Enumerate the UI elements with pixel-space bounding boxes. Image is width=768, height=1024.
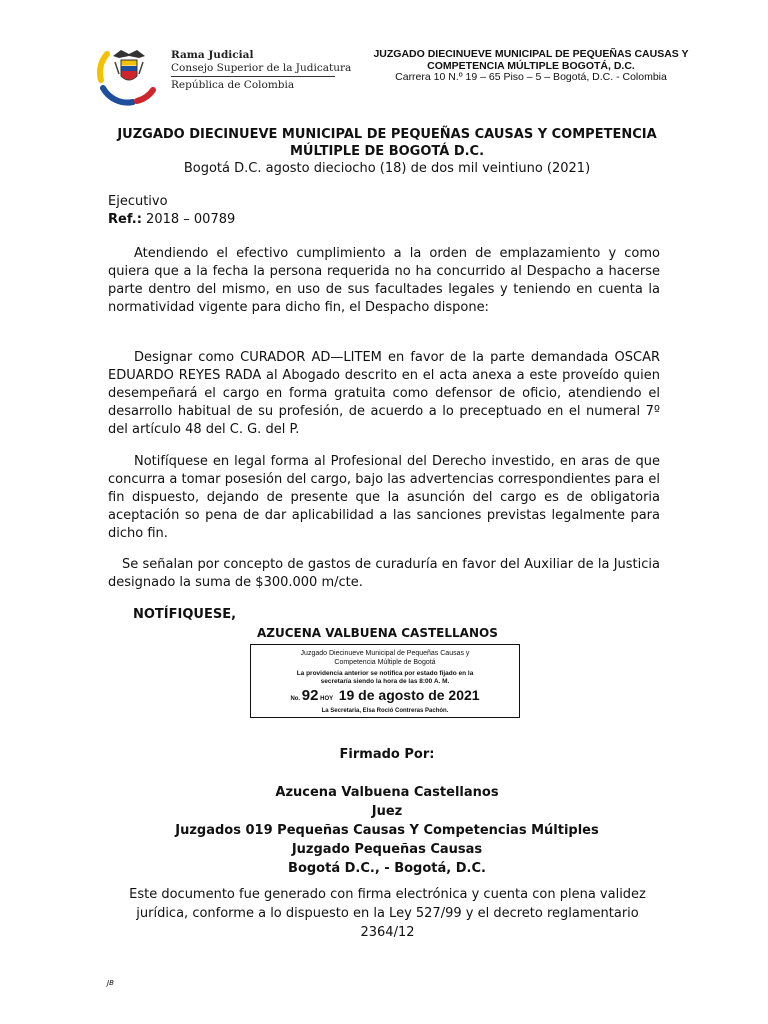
signer-city: Bogotá D.C., - Bogotá, D.C. [288, 861, 486, 876]
court-header-line2: COMPETENCIA MÚLTIPLE BOGOTÁ, D.C. [427, 59, 635, 72]
footer-initials: JB [107, 979, 114, 987]
electronic-signature-note: Este documento fue generado con firma electrónica y cuenta con plena validez jurídica, conforme a lo dispuesto en la Ley 527/99 y el decreto reglamentario 2364/12 [129, 887, 646, 940]
paragraph-3: Notifíquese en legal forma al Profesional del Derecho investido, en aras de que concurra a tomar posesión del cargo, bajo las advertencias correspondientes para el fin dispuesto, dejando de presente que la asunción del cargo es de obligatoria aceptación so pena de dar aplicabilidad a las sanciones previstas legalmente para dicho fin. [108, 454, 660, 541]
date-line: Bogotá D.C. agosto dieciocho (18) de dos mil veintiuno (2021) [183, 161, 591, 176]
stamp-notice-line2: secretaría siendo la hora de las 8:00 A. M. [320, 678, 450, 685]
signer-court: Juzgados 019 Pequeñas Causas Y Competencias Múltiples [175, 823, 599, 838]
org-council: Consejo Superior de la Judicatura [171, 61, 352, 74]
stamp-court-line2: Competencia Múltiple de Bogotá [334, 658, 436, 666]
document-title: JUZGADO DIECINUEVE MUNICIPAL DE PEQUEÑAS CAUSAS Y COMPETENCIA MÚLTIPLE DE BOGOTÁ D.C. [117, 127, 657, 159]
signer-role: Juez [371, 804, 403, 819]
court-header [352, 49, 710, 84]
stamp-notice-line1: La providencia anterior se notifica por estado fijado en la [296, 670, 474, 677]
signed-by-label: Firmado Por: [339, 747, 435, 762]
org-country: República de Colombia [171, 79, 295, 91]
ref-value: 2018 – 00789 [141, 212, 236, 227]
stamp-notice [251, 670, 519, 686]
court-header-line1: JUZGADO DIECINUEVE MUNICIPAL DE PEQUEÑAS CAUSAS Y [373, 48, 689, 60]
stamp-no-label: No. [290, 696, 301, 702]
stamp-court [251, 650, 519, 667]
signer-court-2: Juzgado Pequeñas Causas [291, 842, 483, 857]
ref-label: Ref.: [108, 212, 142, 227]
stamp-hoy-label: HOY [320, 696, 334, 702]
signature-block [100, 783, 674, 878]
notify-heading: NOTÍFIQUESE, [133, 607, 237, 622]
judge-name: AZUCENA VALBUENA CASTELLANOS [257, 626, 498, 640]
stamp-date: 19 de agosto de 2021 [338, 687, 480, 703]
org-name: Rama Judicial [171, 49, 254, 61]
paragraph-4: Se señalan por concepto de gastos de curaduría en favor del Auxiliar de la Justicia designado la suma de $300.000 m/cte. [108, 557, 660, 590]
colombian-coat-of-arms-icon [93, 40, 165, 106]
stamp-number: 92 [301, 687, 319, 704]
process-type: Ejecutivo [108, 194, 168, 209]
divider [171, 76, 335, 77]
paragraph-1: Atendiendo el efectivo cumplimiento a la orden de emplazamiento y como quiera que a la fecha la persona requerida no ha concurrido al Despacho a hacerse parte dentro del mismo, en uso de sus facultades legales y teniendo en cuenta la normatividad vigente para dicho fin, el Despacho dispone: [108, 246, 660, 315]
stamp-court-line1: Juzgado Diecinueve Municipal de Pequeñas Causas y [300, 650, 470, 657]
stamp-secretary: La Secretaria, Elsa Roció Contreras Pachón. [321, 708, 449, 714]
stamp-number-date [251, 687, 519, 707]
signer-name: Azucena Valbuena Castellanos [275, 785, 499, 800]
paragraph-2: Designar como CURADOR AD—LITEM en favor de la parte demandada OSCAR EDUARDO REYES RADA al Abogado descrito en el acta anexa a este proveído quien desempeñará el cargo en forma gratuita como defensor de oficio, atendiendo el desarrollo habitual de su profesión, de acuerdo a lo preceptuado en el numeral 7º del artículo 48 del C. G. del P. [108, 350, 660, 437]
notification-stamp [250, 644, 520, 718]
institution-block [171, 49, 351, 92]
reference [108, 211, 235, 229]
court-address: Carrera 10 N.º 19 – 65 Piso – 5 – Bogotá, D.C. - Colombia [395, 71, 667, 83]
